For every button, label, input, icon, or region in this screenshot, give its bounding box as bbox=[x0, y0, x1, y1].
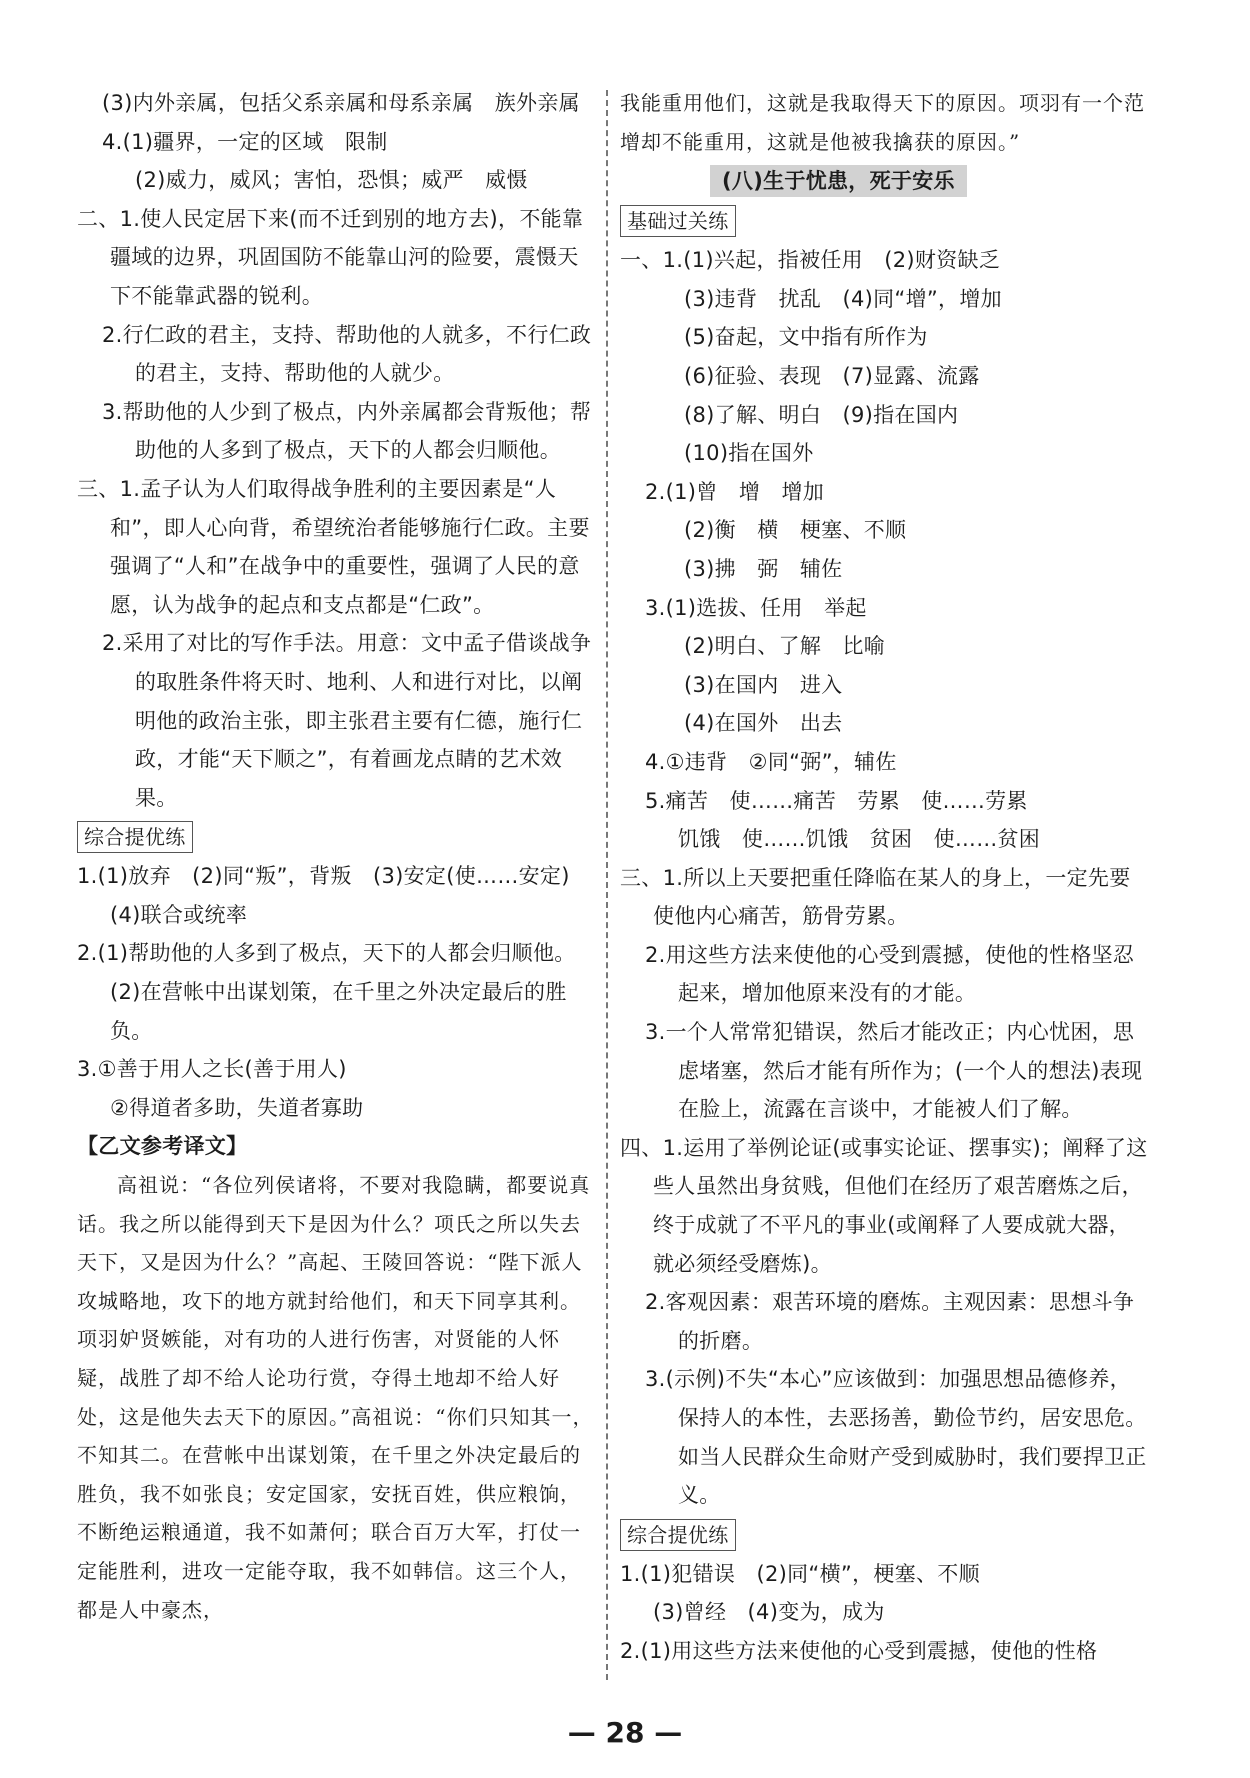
answer-line: (6)征验、表现 (7)显露、流露 bbox=[684, 363, 980, 388]
translation-heading: 【乙文参考译文】 bbox=[77, 1134, 248, 1159]
answer-line: (2)在营帐中出谋划策，在千里之外决定最后的胜负。 bbox=[110, 980, 567, 1043]
answer-line: 3.帮助他的人少到了极点，内外亲属都会背叛他；帮助他的人多到了极点，天下的人都会归顺他。 bbox=[102, 399, 592, 463]
answer-line: (10)指在国外 bbox=[684, 441, 814, 466]
lesson-title-row bbox=[620, 161, 1150, 201]
answer-line: 1.(1)犯错误 (2)同“横”，梗塞、不顺 bbox=[620, 1561, 980, 1586]
section-label: 基础过关练 bbox=[620, 205, 736, 237]
lesson-title: (八)生于忧患，死于安乐 bbox=[710, 165, 967, 197]
answer-line: 三、1.所以上天要把重任降临在某人的身上，一定先要使他内心痛苦，筋骨劳累。 bbox=[620, 865, 1131, 929]
answer-line: 2.客观因素：艰苦环境的磨炼。主观因素：思想斗争的折磨。 bbox=[645, 1290, 1135, 1353]
answer-line: (3)拂 弼 辅佐 bbox=[684, 556, 843, 581]
answer-line: 4.①违背 ②同“弼”，辅佐 bbox=[645, 749, 897, 774]
answer-line: 三、1.孟子认为人们取得战争胜利的主要因素是“人和”，即人心向背，希望统治者能够施行仁政。主要强调了“人和”在战争中的重要性，强调了人民的意愿，认为战争的起点和支点都是“仁政”。 bbox=[77, 476, 590, 617]
answer-line: 2.采用了对比的写作手法。用意：文中孟子借谈战争的取胜条件将天时、地利、人和进行对比，以阐明他的政治主张，即主张君主要有仁德，施行仁政，才能“天下顺之”，有着画龙点睛的艺术效果。 bbox=[102, 631, 592, 810]
page-number-value: 28 bbox=[605, 1716, 645, 1749]
answer-line: 3.①善于用人之长(善于用人) bbox=[77, 1057, 347, 1082]
answer-line: 3.(1)选拔、任用 举起 bbox=[645, 595, 867, 620]
answer-line: 2.(1)用这些方法来使他的心受到震撼，使他的性格 bbox=[620, 1638, 1098, 1663]
answer-line: (2)明白、了解 比喻 bbox=[684, 634, 886, 659]
answer-line: (8)了解、明白 (9)指在国内 bbox=[684, 402, 959, 427]
answer-line: 一、1.(1)兴起，指被任用 (2)财资缺乏 bbox=[620, 248, 1001, 273]
section-label-row bbox=[77, 817, 597, 857]
answer-line: (2)威力，威风；害怕，恐惧；威严 威慑 bbox=[135, 168, 528, 193]
answer-line: ②得道者多助，失道者寡助 bbox=[110, 1095, 364, 1120]
answer-line: (2)衡 横 梗塞、不顺 bbox=[684, 518, 907, 543]
section-label: 综合提优练 bbox=[620, 1519, 736, 1551]
answer-line: (4)在国外 出去 bbox=[684, 711, 843, 736]
page-number: — 28 — bbox=[567, 1716, 683, 1749]
answer-line: 二、1.使人民定居下来(而不迁到别的地方去)，不能靠疆域的边界，巩固国防不能靠山河的险要，震慑天下不能靠武器的锐利。 bbox=[77, 206, 584, 308]
answer-line: 4.(1)疆界，一定的区域 限制 bbox=[102, 129, 388, 154]
answer-line: 2.用这些方法来使他的心受到震撼，使他的性格坚忍起来，增加他原来没有的才能。 bbox=[645, 942, 1135, 1006]
left-column bbox=[77, 84, 597, 1629]
right-column bbox=[620, 84, 1150, 1671]
answer-line: 3.(示例)不失“本心”应该做到：加强思想品德修养，保持人的本性，去恶扬善，勤俭节约，居安思危。如当人民群众生命财产受到威胁时，我们要捍卫正义。 bbox=[645, 1367, 1147, 1508]
answer-line: 2.行仁政的君主，支持、帮助他的人就多，不行仁政的君主，支持、帮助他的人就少。 bbox=[102, 322, 592, 386]
answer-line: 四、1.运用了举例论证(或事实论证、摆事实)；阐释了这些人虽然出身贫贱，但他们在经历了艰苦磨炼之后，终于成就了不平凡的事业(或阐释了人要成就大器，就必须经受磨炼)。 bbox=[620, 1135, 1148, 1276]
answer-line: 1.(1)放弃 (2)同“叛”，背叛 (3)安定(使……安定) (4)联合或统率 bbox=[77, 864, 592, 927]
answer-line: (3)内外亲属，包括父系亲属和母系亲属 族外亲属 bbox=[102, 91, 580, 115]
section-label-row bbox=[620, 201, 1150, 241]
answer-line: (3)违背 扰乱 (4)同“增”，增加 bbox=[684, 286, 1002, 311]
section-label-row bbox=[620, 1515, 1150, 1555]
answer-line: 5.痛苦 使……痛苦 劳累 使……劳累 bbox=[645, 788, 1028, 813]
answer-line: (3)曾经 (4)变为，成为 bbox=[653, 1600, 885, 1625]
answer-line: 饥饿 使……饥饿 贫困 使……贫困 bbox=[678, 827, 1041, 852]
answer-line: 3.一个人常常犯错误，然后才能改正；内心忧困，思虑堵塞，然后才能有所作为；(一个人的想法)表现在脸上，流露在言谈中，才能被人们了解。 bbox=[645, 1020, 1143, 1122]
answer-line: (3)在国内 进入 bbox=[684, 672, 843, 697]
answer-line: 2.(1)曾 增 增加 bbox=[645, 479, 825, 504]
answer-line: 2.(1)帮助他的人多到了极点，天下的人都会归顺他。 bbox=[77, 941, 576, 966]
translation-paragraph-continued: 我能重用他们，这就是我取得天下的原因。项羽有一个范增却不能重用，这就是他被我擒获的原因。” bbox=[620, 91, 1145, 154]
column-divider bbox=[606, 90, 608, 1680]
section-label: 综合提优练 bbox=[77, 821, 193, 853]
translation-paragraph: 高祖说：“各位列侯诸将，不要对我隐瞒，都要说真话。我之所以能得到天下是因为什么？项氏之所以失去天下，又是因为什么？”高起、王陵回答说：“陛下派人攻城略地，攻下的地方就封给他们，和天下同享其利。项羽妒贤嫉能，对有功的人进行伤害，对贤能的人怀疑，战胜了却不给人论功行赏，夺得土地却不给人好处，这是他失去天下的原因。”高祖说：“你们只知其一，不知其二。在营帐中出谋划策，在千里之外决定最后的胜负，我不如张良；安定国家，安抚百姓，供应粮饷，不断绝运粮通道，我不如萧何；联合百万大军，打仗一定能胜利，进攻一定能夺取，我不如韩信。这三个人，都是人中豪杰， bbox=[77, 1173, 594, 1622]
answer-line: (5)奋起，文中指有所作为 bbox=[684, 325, 928, 350]
